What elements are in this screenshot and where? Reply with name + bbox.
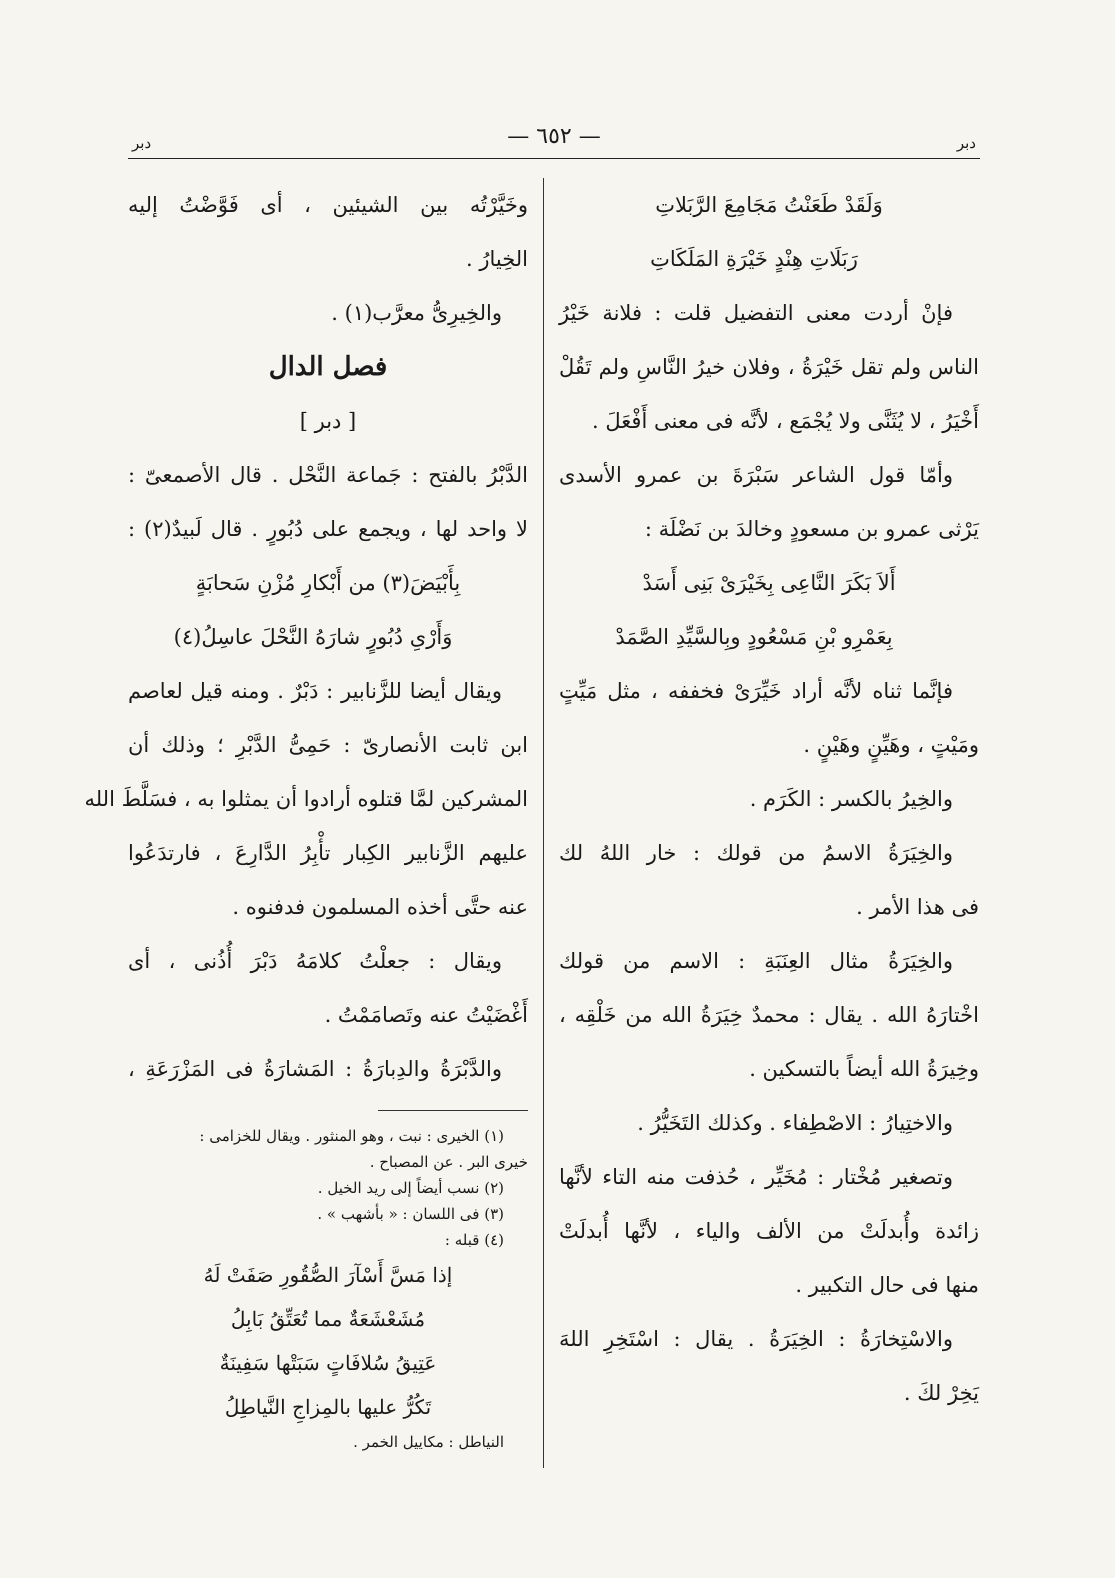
text-line: فإنَّما ثناه لأنَّه أراد خَيِّرَىْ فخففه ، مثل مَيِّتٍ (559, 679, 953, 703)
text-line: اخْتارَهُ الله . يقال : محمدٌ خِيَرَةُ الله من خَلْقِه ، (559, 1003, 979, 1027)
text-line: فإنْ أردت معنى التفضيل قلت : فلانة خَيْرُ (559, 301, 953, 325)
text-line: بِأَبْيَضَ(٣) من أَبْكارِ مُزْنِ سَحابَةٍ (195, 571, 461, 595)
text-line: ابن ثابت الأنصارىّ : حَمِىُّ الدَّبْرِ ؛ وذلك أن (128, 733, 528, 757)
running-head-right: دبر (956, 134, 976, 152)
footnotes (128, 1123, 528, 1455)
left-column-body (84, 178, 528, 1096)
text-line: لا واحد لها ، ويجمع على دُبُورٍ . قال لَبيدٌ(٢) : (128, 517, 528, 541)
column-divider (543, 178, 544, 1468)
footnote-line: (٣) فى اللسان : « بأشهب » . (317, 1205, 504, 1223)
text-line: أَخْيَرُ ، لا يُثَنَّى ولا يُجْمَع ، لأنَّه فى معنى أَفْعَلَ . (592, 409, 979, 433)
footnote-rule (378, 1110, 528, 1111)
text-line: والخِيرُ بالكسر : الكَرَم . (749, 787, 953, 811)
right-column (559, 178, 979, 1420)
text-line: وخَيَّرْتُه بين الشيئين ، أى فَوَّضْتُ إليه (128, 193, 528, 217)
footnote-line: مُشَعْشَعَةٌ مما تُعَتِّقُ بَابِلُ (230, 1307, 426, 1331)
text-line: الناس ولم تقل خَيْرَةُ ، وفلان خيرُ النَّاسِ ولم تَقُلْ (559, 355, 979, 379)
text-line: والخِيَرَةُ مثال العِنَبَةِ : الاسم من قولك (559, 949, 953, 973)
footnote-line: (٤) قبله : (444, 1231, 504, 1249)
text-line: والاسْتِخارَةُ : الخِيَرَةُ . يقال : اسْتَخِرِ اللهَ (559, 1327, 953, 1351)
text-line: وخِيرَةُ الله أيضاً بالتسكين . (749, 1057, 979, 1081)
text-line: عنه حتَّى أخذه المسلمون فدفنوه . (232, 895, 528, 919)
text-line: أَغْضَيْتُ عنه وتَصامَمْتُ . (324, 1003, 528, 1027)
footnote-line: (٢) نسب أيضاً إلى ريد الخيل . (317, 1179, 504, 1197)
text-line: المشركين لمَّا قتلوه أرادوا أن يمثلوا به ، فسَلَّطَ الله (84, 787, 528, 811)
text-line: [ دبر ] (299, 409, 357, 433)
text-line: وَأَرْىِ دُبُورٍ شارَهُ النَّحْلَ عاسِلُ(٤) (173, 625, 453, 649)
text-line: ومَيْتٍ ، وهَيِّنٍ وهَيْنٍ . (803, 733, 979, 757)
text-line: والخِيرِىُّ معرَّب(١) . (331, 301, 502, 325)
footnote-line: (١) الخيرى : نبت ، وهو المنثور . ويقال للخزامى : (199, 1127, 504, 1145)
text-line: يَخِرْ لكَ . (903, 1381, 979, 1405)
text-line: الخِيارُ . (465, 247, 528, 271)
footnote-line: خيرى البر . عن المصباح . (369, 1153, 528, 1171)
footnote-line: عَتِيقُ سُلافَاتٍ سَبَتْها سَفِينَةٌ (219, 1351, 437, 1375)
text-line: منها فى حال التكبير . (795, 1273, 979, 1297)
text-line: والخِيَرَةُ الاسمُ من قولك : خار اللهُ لك (559, 841, 953, 865)
text-line: زائدة وأُبدلَتْ من الألف والياء ، لأنَّها أُبدلَتْ (559, 1219, 979, 1243)
running-head-left: دبر (132, 134, 152, 152)
text-line: الدَّبْرُ بالفتح : جَماعة النَّحْل . قال الأصمعىّ : (128, 463, 528, 487)
left-column (84, 178, 528, 1455)
page-header (128, 122, 980, 159)
text-line: بِعَمْرِو بْنِ مَسْعُودٍ وبِالسَّيِّدِ الصَّمَدْ (615, 625, 893, 649)
text-line: فصل الدال (268, 352, 388, 382)
text-line: وَلَقَدْ طَعَنْتُ مَجَامِعَ الرَّبَلاتِ (655, 193, 883, 217)
text-line: وتصغير مُخْتار : مُخَيِّر ، حُذفت منه التاء لأنَّها (559, 1165, 953, 1189)
text-line: وأمّا قول الشاعر سَبْرَةَ بن عمرو الأسدى (559, 463, 953, 487)
text-line: رَبَلَاتِ هِنْدٍ خَيْرَةِ المَلَكَاتِ (650, 247, 858, 271)
text-line: والدَّبْرَةُ والدِبارَةُ : المَشارَةُ فى المَزْرَعَةِ ، (128, 1057, 502, 1081)
text-line: والاختِيارُ : الاصْطِفاء . وكذلك التَخَيُّرُ . (637, 1111, 953, 1135)
footnote-line: إذا مَسَّ أَسْآرَ الصُّقُورِ صَفَتْ لَهُ (203, 1263, 453, 1287)
page-number: — ٦٥٢ — (507, 124, 601, 149)
text-line: يَرْثى عمرو بن مسعودٍ وخالدَ بن نَضْلَة : (644, 517, 979, 541)
footnote-line: النياطل : مكاييل الخمر . (353, 1433, 504, 1451)
text-line: أَلاَ بَكَرَ النَّاعِى بِخَيْرَىْ بَنِى أَسَدْ (642, 571, 896, 595)
text-line: عليهم الزَّنابير الكِبار تأْبِرُ الدَّارِعَ ، فارتدَعُوا (128, 841, 528, 865)
text-line: ويقال : جعلْتُ كلامَهُ دَبْرَ أُذُنى ، أى (128, 949, 502, 973)
text-line: ويقال أيضا للزَّنابير : دَبْرٌ . ومنه قيل لعاصم (128, 679, 502, 703)
text-line: فى هذا الأمر . (856, 895, 979, 919)
footnote-line: تَكُرُّ عليها بالمِزاجِ النَّياطِلُ (224, 1395, 432, 1419)
